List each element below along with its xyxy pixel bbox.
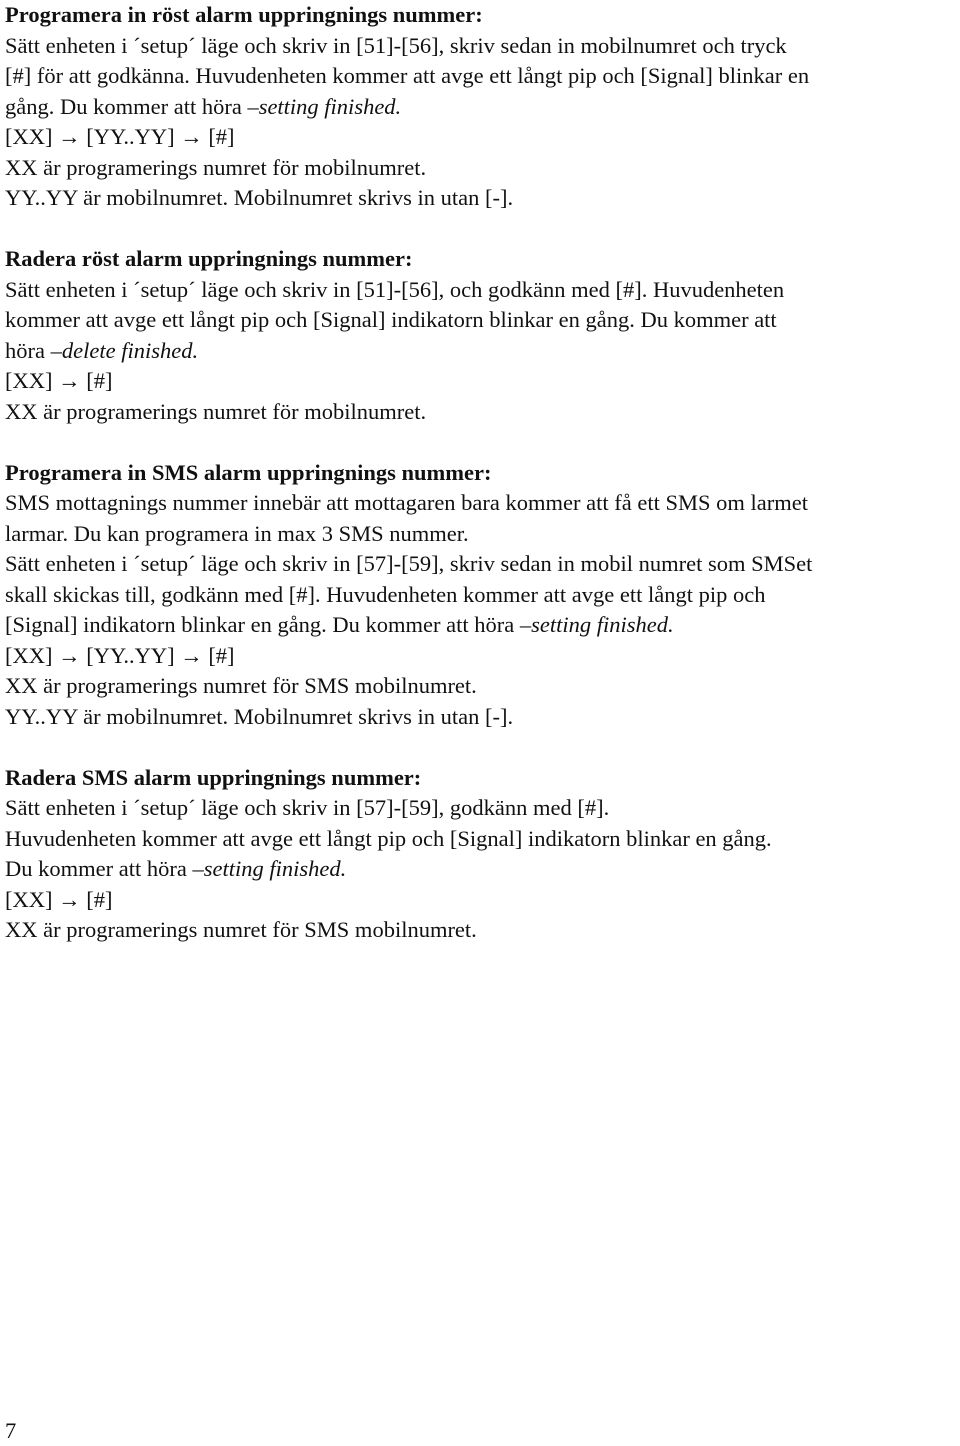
section-heading: Programera in röst alarm uppringnings nummer: [5,2,483,27]
paragraph-line [5,854,958,885]
paragraph-line [5,610,958,641]
key-sequence: [XX] → [YY..YY] → [#] [5,124,235,149]
paragraph-text: [Signal] indikatorn blinkar en gång. Du kommer att höra [5,612,520,637]
paragraph-line: Sätt enheten i ´setup´ läge och skriv in [51]-[56], och godkänn med [#]. Huvudenheten [5,276,785,302]
section-heading: Programera in SMS alarm uppringnings nummer: [5,459,492,485]
paragraph-line: Sätt enheten i ´setup´ läge och skriv in [57]-[59], skriv sedan in mobil numret som SMSet [5,551,813,576]
paragraph-line [5,336,958,367]
paragraph-line: skall skickas till, godkänn med [#]. Huvudenheten kommer att avge ett långt pip och [5,581,766,607]
paragraph-line: YY..YY är mobilnumret. Mobilnumret skrivs in utan [-]. [5,185,514,210]
sound-message: –setting finished. [192,856,347,881]
section-delete-sms-alarm-number [5,763,958,946]
section-program-voice-alarm-number [5,0,958,214]
paragraph-line: XX är programerings numret för mobilnumret. [5,398,427,424]
paragraph-text: gång. Du kommer att höra [5,93,248,119]
key-sequence: [XX] → [#] [5,886,113,912]
paragraph-line [5,92,958,123]
section-heading: Radera SMS alarm uppringnings nummer: [5,764,422,790]
key-sequence: [XX] → [YY..YY] → [#] [5,642,235,668]
paragraph-line: SMS mottagnings nummer innebär att mottagaren bara kommer att få ett SMS om larmet [5,490,808,515]
paragraph-line: XX är programerings numret för mobilnumret. [5,154,427,180]
paragraph-line: XX är programerings numret för SMS mobilnumret. [5,673,477,698]
section-program-sms-alarm-number [5,458,958,733]
page-number: 7 [5,1418,17,1443]
paragraph-text: höra [5,337,51,363]
sound-message: –setting finished. [519,612,674,637]
document-page [5,0,958,976]
sound-message: –delete finished. [50,337,199,363]
section-heading: Radera röst alarm uppringnings nummer: [5,246,413,271]
paragraph-line: kommer att avge ett långt pip och [Signal] indikatorn blinkar en gång. Du kommer att [5,307,777,332]
paragraph-line: [#] för att godkänna. Huvudenheten kommer att avge ett långt pip och [Signal] blinkar en [5,63,810,88]
section-delete-voice-alarm-number [5,244,958,427]
paragraph-line: Sätt enheten i ´setup´ läge och skriv in [57]-[59], godkänn med [#]. [5,795,610,820]
key-sequence: [XX] → [#] [5,368,113,393]
paragraph-line: larmar. Du kan programera in max 3 SMS nummer. [5,520,469,546]
paragraph-line: Huvudenheten kommer att avge ett långt pip och [Signal] indikatorn blinkar en gång. [5,825,772,851]
paragraph-line: YY..YY är mobilnumret. Mobilnumret skrivs in utan [-]. [5,703,514,729]
paragraph-line: XX är programerings numret för SMS mobilnumret. [5,917,477,942]
sound-message: –setting finished. [247,93,402,119]
paragraph-text: Du kommer att höra [5,856,193,881]
paragraph-line: Sätt enheten i ´setup´ läge och skriv in [51]-[56], skriv sedan in mobilnumret och tryck [5,32,787,58]
